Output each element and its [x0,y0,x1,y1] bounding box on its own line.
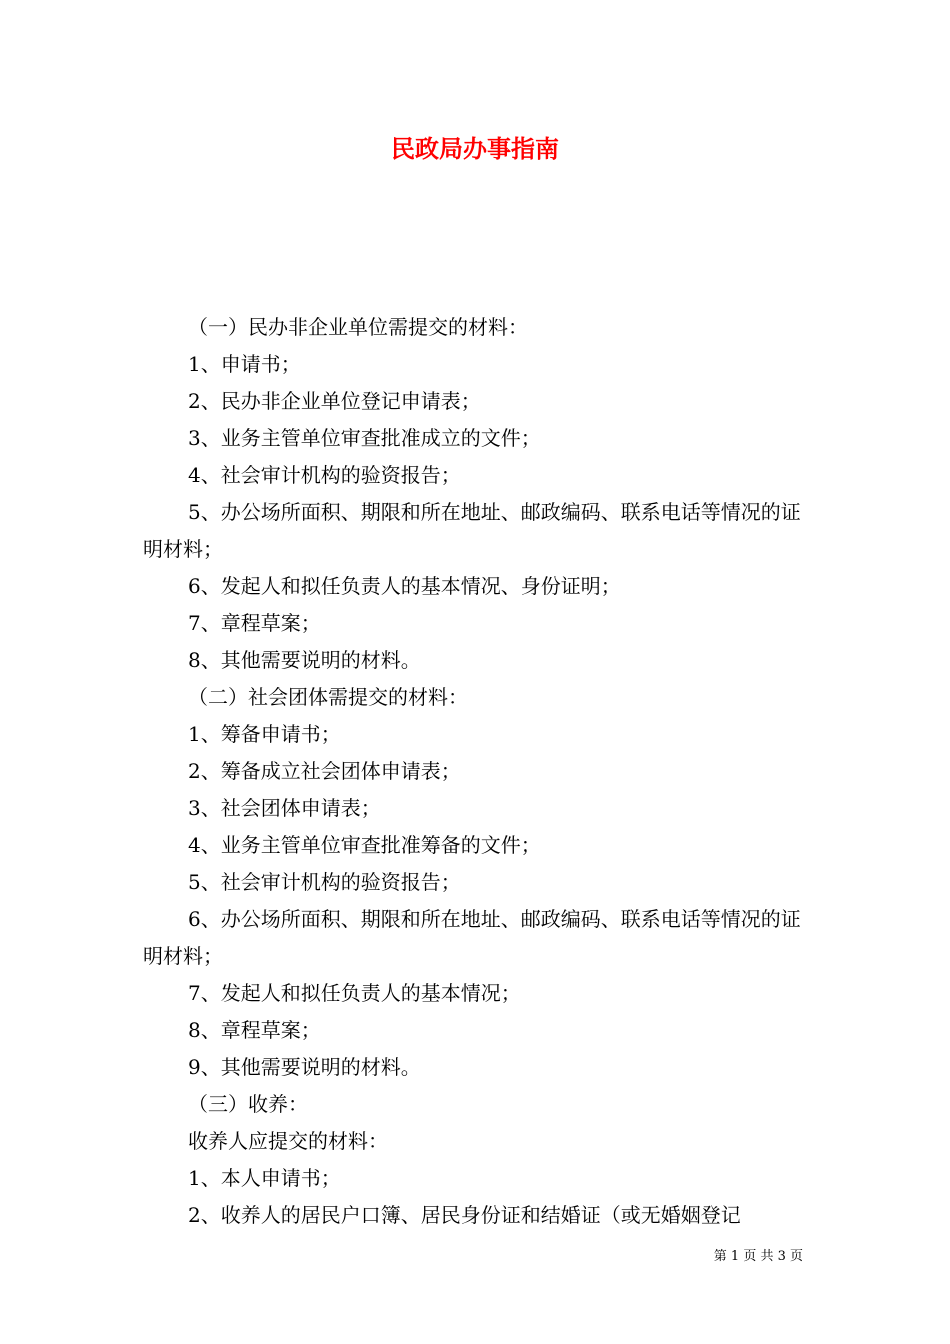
list-item: 5、办公场所面积、期限和所在地址、邮政编码、联系电话等情况的证明材料； [143,500,801,561]
list-item: 9、其他需要说明的材料。 [188,1055,421,1079]
list-item: 6、发起人和拟任负责人的基本情况、身份证明； [188,574,621,598]
list-item: 8、其他需要说明的材料。 [188,648,421,672]
list-item: 2、收养人的居民户口簿、居民身份证和结婚证（或无婚姻登记 [188,1203,741,1227]
document-title: 民政局办事指南 [391,135,559,163]
list-item: 4、业务主管单位审查批准筹备的文件； [188,833,541,857]
list-item: 5、社会审计机构的验资报告； [188,870,461,894]
list-item: 1、本人申请书； [188,1166,341,1190]
list-item: 2、筹备成立社会团体申请表； [188,759,461,783]
list-item: 6、办公场所面积、期限和所在地址、邮政编码、联系电话等情况的证明材料； [143,907,801,968]
list-item: 7、发起人和拟任负责人的基本情况； [188,981,521,1005]
section-heading: （一）民办非企业单位需提交的材料： [188,315,528,339]
section-heading: （三）收养： [188,1092,308,1116]
list-item: 4、社会审计机构的验资报告； [188,463,461,487]
page-number-footer: 第 1 页 共 3 页 [713,1249,803,1264]
list-item: 3、社会团体申请表； [188,796,381,820]
list-item: 2、民办非企业单位登记申请表； [188,389,481,413]
list-item: 1、申请书； [188,352,301,376]
list-item: 7、章程草案； [188,611,321,635]
list-item: 3、业务主管单位审查批准成立的文件； [188,426,541,450]
list-item: 8、章程草案； [188,1018,321,1042]
section-heading: （二）社会团体需提交的材料： [188,685,468,709]
document-body [143,309,807,1234]
list-item: 1、筹备申请书； [188,722,341,746]
paragraph: 收养人应提交的材料： [188,1129,388,1153]
